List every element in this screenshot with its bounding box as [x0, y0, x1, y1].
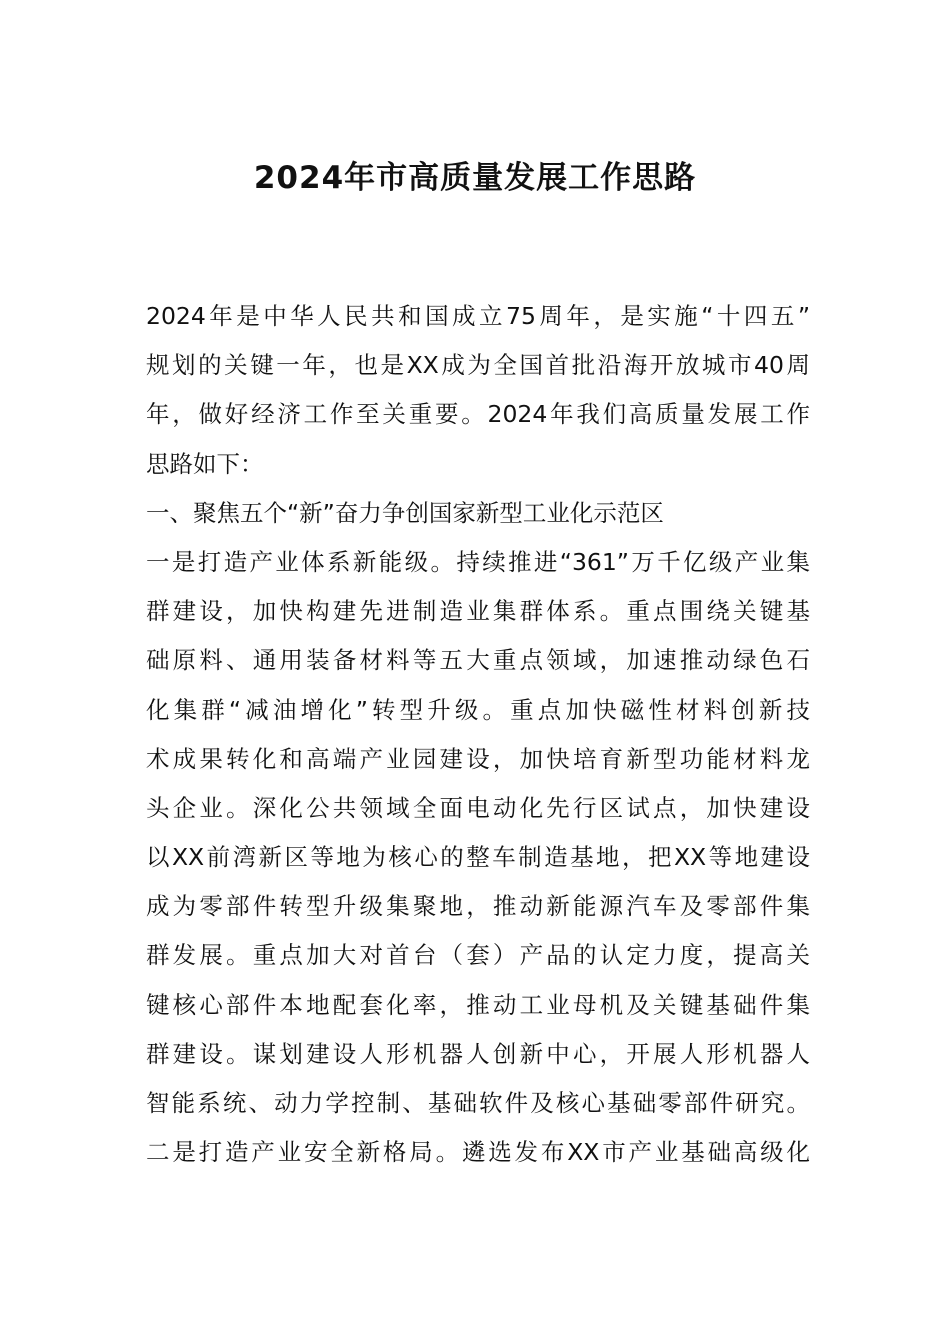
text-line: 思路如下：	[146, 449, 264, 478]
text-line: 术成果转化和高端产业园建设，加快培育新型功能材料龙	[146, 744, 810, 773]
text-line: 础原料、通用装备材料等五大重点领域，加速推动绿色石	[146, 646, 810, 675]
text-line: 智能系统、动力学控制、基础软件及核心基础零部件研究。	[146, 1089, 810, 1117]
text-line: 一是打造产业体系新能级。持续推进“361”万千亿级产业集	[146, 547, 810, 576]
text-line: 头企业。深化公共领域全面电动化先行区试点，加快建设	[146, 793, 810, 822]
text-line: 化集群“减油增化”转型升级。重点加快磁性材料创新技	[146, 695, 810, 724]
page-title: 2024年市高质量发展工作思路	[253, 160, 697, 196]
text-line: 群发展。重点加大对首台（套）产品的认定力度，提高关	[146, 941, 810, 970]
text-line: 2024年是中华人民共和国成立75周年，是实施“十四五”	[146, 302, 810, 330]
text-line: 群建设，加快构建先进制造业集群体系。重点围绕关键基	[146, 597, 810, 626]
section-heading: 一、聚焦五个“新”奋力争创国家新型工业化示范区	[146, 498, 664, 527]
body-text	[146, 292, 810, 1177]
text-line: 年，做好经济工作至关重要。2024年我们高质量发展工作	[146, 400, 810, 429]
text-line: 以XX前湾新区等地为核心的整车制造基地，把XX等地建设	[146, 843, 810, 872]
text-line: 二是打造产业安全新格局。遴选发布XX市产业基础高级化	[146, 1138, 810, 1167]
text-line: 群建设。谋划建设人形机器人创新中心，开展人形机器人	[146, 1039, 810, 1068]
text-line: 成为零部件转型升级集聚地，推动新能源汽车及零部件集	[146, 892, 810, 921]
text-line: 规划的关键一年，也是XX成为全国首批沿海开放城市40周	[146, 351, 810, 380]
text-line: 键核心部件本地配套化率，推动工业母机及关键基础件集	[146, 990, 810, 1019]
